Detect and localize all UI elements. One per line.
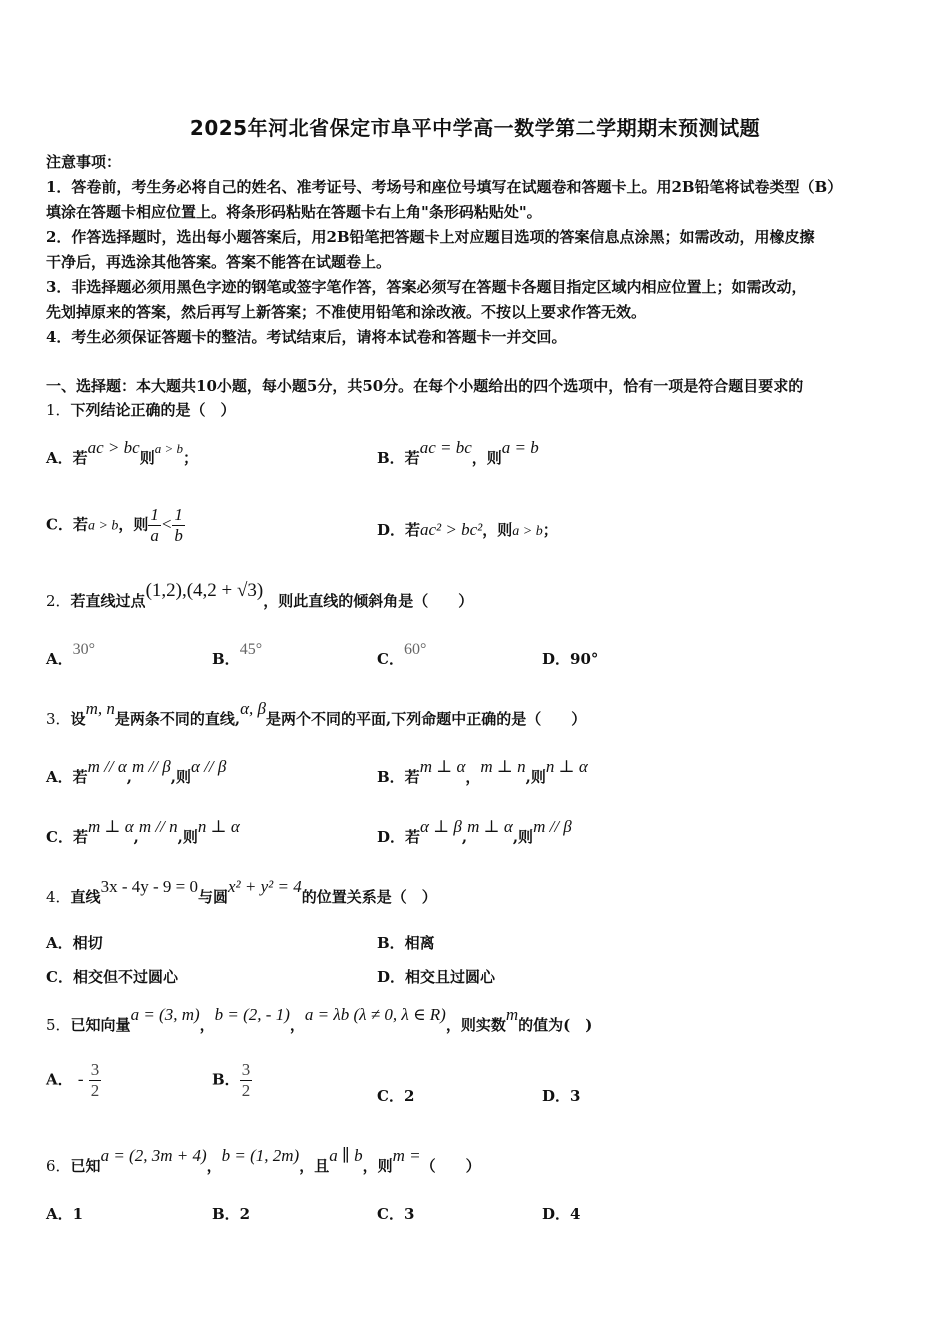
notice-line: 2．作答选择题时，选出每小题答案后，用2B铅笔把答题卡上对应题目选项的答案信息点涂黑；如需改动，用橡皮擦 — [46, 228, 815, 246]
question-number: 2． — [46, 592, 71, 610]
text-segment: (1,2),(4,2 + √3) — [145, 580, 264, 601]
text-segment: B．若 — [377, 768, 420, 786]
text-segment: ac² > bc² — [420, 520, 483, 539]
text-segment: n ⊥ α — [545, 757, 588, 776]
text-segment: D．若 — [377, 828, 421, 846]
text-segment: a = b — [501, 438, 539, 457]
text-segment: m // β — [533, 817, 572, 836]
text-segment: ,则 — [177, 828, 198, 846]
q4-option-d[interactable]: D．相交且过圆心 — [377, 968, 496, 986]
text-segment: m ⊥ α — [87, 817, 134, 836]
text-segment: 设 — [70, 710, 86, 728]
q1-option-d[interactable] — [377, 519, 558, 540]
text-segment: ，则 — [362, 1157, 393, 1175]
text-segment: a = λb (λ ≠ 0, λ ∈ R) — [304, 1005, 446, 1024]
text-segment: ， — [465, 768, 481, 786]
fraction — [89, 1060, 102, 1101]
text-segment: a = (3, m) — [130, 1005, 200, 1024]
q4-option-a[interactable]: A．相切 — [46, 934, 103, 952]
text-segment: 与圆 — [197, 888, 228, 906]
text-segment: B． — [212, 650, 240, 668]
text-segment: 已知 — [70, 1157, 101, 1175]
notice-line: 4．考生必须保证答题卡的整洁。考试结束后，请将本试卷和答题卡一并交回。 — [46, 328, 567, 346]
fraction — [172, 505, 185, 546]
text-segment: D．若 — [377, 521, 421, 539]
text-segment: 直线 — [70, 888, 101, 906]
text-segment: 3 — [241, 1060, 251, 1079]
text-segment: b — [174, 526, 183, 545]
text-segment: m // n — [138, 817, 178, 836]
fraction — [148, 505, 161, 546]
q6-option-b[interactable]: B．2 — [212, 1205, 251, 1223]
text-segment: 的位置关系是（ ） — [301, 888, 437, 906]
q1-option-b[interactable] — [377, 438, 539, 468]
text-segment: a > b — [87, 518, 119, 534]
question-6-stem — [46, 1146, 481, 1179]
q1-option-c[interactable] — [46, 505, 185, 546]
section-heading: 一、选择题：本大题共10小题，每小题5分，共50分。在每个小题给出的四个选项中，恰有一项是符合题目要求的 — [46, 377, 804, 395]
text-segment: 30° — [72, 641, 96, 658]
text-segment: A． — [46, 1070, 73, 1089]
text-segment: ， — [199, 1016, 215, 1034]
question-number: 3． — [46, 710, 71, 728]
text-segment: b = (2, - 1) — [214, 1005, 290, 1024]
text-segment: a ∥ b — [329, 1146, 363, 1165]
notice-line: 1．答卷前，考生务必将自己的姓名、准考证号、考场号和座位号填写在试题卷和答题卡上。用2B铅笔将试卷类型（B） — [46, 178, 843, 196]
q5-option-a[interactable] — [46, 1060, 101, 1101]
q2-option-b[interactable] — [212, 641, 263, 669]
text-segment: - — [77, 1069, 84, 1089]
text-segment: B．若 — [377, 449, 420, 467]
q2-option-c[interactable] — [377, 641, 427, 669]
q5-option-c[interactable]: C．2 — [377, 1087, 415, 1105]
text-segment: m ⊥ n — [480, 757, 526, 776]
text-segment: ,则 — [525, 768, 546, 786]
text-segment: < — [160, 514, 173, 534]
q4-option-c[interactable]: C．相交但不过圆心 — [46, 968, 178, 986]
text-segment: x² + y² = 4 — [228, 877, 302, 896]
text-segment: , — [133, 828, 139, 846]
q2-option-d[interactable] — [542, 648, 598, 669]
text-segment: α ⊥ β — [420, 817, 462, 836]
text-segment: ,则 — [512, 828, 534, 846]
q3-option-b[interactable] — [377, 757, 588, 787]
text-segment: n ⊥ α — [197, 817, 240, 836]
text-segment: （ ） — [420, 1157, 481, 1175]
text-segment: C．若 — [46, 515, 88, 534]
question-2-stem — [46, 580, 474, 614]
text-segment: ,则 — [170, 768, 191, 786]
notice-line: 干净后，再选涂其他答案。答案不能答在试题卷上。 — [46, 253, 392, 271]
text-segment: ac > bc — [87, 438, 140, 457]
text-segment: 是两条不同的直线, — [114, 710, 241, 728]
text-segment: m ⊥ α — [467, 817, 513, 836]
text-segment: 2 — [241, 1081, 251, 1100]
q4-option-b[interactable]: B．相离 — [377, 934, 435, 952]
text-segment: A． — [46, 650, 73, 668]
text-segment: A．若 — [46, 768, 88, 786]
question-1-stem — [46, 398, 236, 423]
text-segment: a — [150, 526, 159, 545]
text-segment: m — [505, 1005, 519, 1024]
text-segment: α // β — [190, 757, 227, 776]
text-segment: 若直线过点 — [70, 592, 146, 610]
text-segment: 是两个不同的平面,下列命题中正确的是（ ） — [265, 710, 587, 728]
text-segment: ，则实数 — [445, 1016, 506, 1034]
text-segment: ，且 — [299, 1157, 330, 1175]
text-segment: 3 — [90, 1060, 100, 1079]
text-segment: a = (2, 3m + 4) — [100, 1146, 207, 1165]
text-segment: C． — [377, 650, 404, 668]
text-segment: A．若 — [46, 449, 88, 467]
text-segment: ， — [289, 1016, 305, 1034]
q6-option-d[interactable]: D．4 — [542, 1205, 581, 1223]
text-segment: 45° — [239, 641, 263, 658]
notice-line: 3．非选择题必须用黑色字迹的钢笔或签字笔作答，答案必须写在答题卡各题目指定区域内相应位置上；如需改动， — [46, 278, 807, 296]
q5-option-b[interactable] — [212, 1060, 252, 1101]
text-segment: α, β — [240, 699, 266, 718]
question-3-stem — [46, 699, 587, 732]
text-segment: a > b — [154, 441, 183, 456]
text-segment: ac = bc — [419, 438, 472, 457]
text-segment: 的值为( ) — [518, 1016, 593, 1034]
page-title: 2025年河北省保定市阜平中学高一数学第二学期期末预测试题 — [189, 116, 761, 140]
text-segment: B． — [212, 1070, 240, 1089]
text-segment: , — [461, 828, 468, 846]
question-number: 5． — [46, 1016, 71, 1034]
text-segment: C．若 — [46, 828, 88, 846]
text-segment: m ⊥ α — [419, 757, 466, 776]
q2-option-a[interactable] — [46, 641, 96, 669]
question-number: 6． — [46, 1157, 71, 1175]
text-segment: m = — [392, 1146, 421, 1165]
q3-option-a[interactable] — [46, 757, 227, 787]
text-segment: ，则 — [482, 521, 513, 539]
fraction — [240, 1060, 253, 1101]
text-segment: , — [126, 768, 133, 786]
text-segment: 已知向量 — [70, 1016, 131, 1034]
q5-option-d[interactable]: D．3 — [542, 1087, 581, 1105]
notice-line: 填涂在答题卡相应位置上。将条形码粘贴在答题卡右上角"条形码粘贴处"。 — [46, 203, 542, 221]
text-segment: 3x - 4y - 9 = 0 — [100, 877, 198, 896]
text-segment: ， — [206, 1157, 222, 1175]
q6-option-c[interactable]: C．3 — [377, 1205, 415, 1223]
text-segment: 1 — [174, 505, 183, 524]
text-segment: D．90° — [542, 650, 599, 668]
text-segment: ，则此直线的倾斜角是（ ） — [263, 592, 474, 610]
question-number: 1． — [46, 401, 71, 419]
q3-option-c[interactable] — [46, 817, 240, 847]
question-4-stem — [46, 877, 437, 910]
question-5-stem — [46, 1005, 593, 1038]
text-segment: 则 — [139, 449, 155, 467]
notice-heading: 注意事项： — [46, 153, 122, 171]
text-segment: m // β — [132, 757, 171, 776]
question-number: 4． — [46, 888, 71, 906]
text-segment: 60° — [403, 641, 427, 658]
notice-line: 先划掉原来的答案，然后再写上新答案；不准使用铅笔和涂改液。不按以上要求作答无效。 — [46, 303, 647, 321]
text-segment: b = (1, 2m) — [221, 1146, 300, 1165]
text-segment: m // α — [87, 757, 127, 776]
text-segment: 2 — [90, 1081, 100, 1100]
q1-option-a[interactable] — [46, 438, 199, 468]
text-segment: ； — [183, 449, 199, 467]
text-segment: a > b — [512, 524, 543, 539]
text-segment: ，则 — [118, 515, 149, 534]
text-segment: 下列结论正确的是（ ） — [70, 401, 236, 419]
text-segment: ； — [542, 521, 558, 539]
q6-option-a[interactable]: A．1 — [46, 1205, 84, 1223]
text-segment: 1 — [150, 505, 159, 524]
text-segment: m, n — [85, 699, 115, 718]
text-segment: ，则 — [471, 449, 502, 467]
q3-option-d[interactable] — [377, 817, 572, 847]
